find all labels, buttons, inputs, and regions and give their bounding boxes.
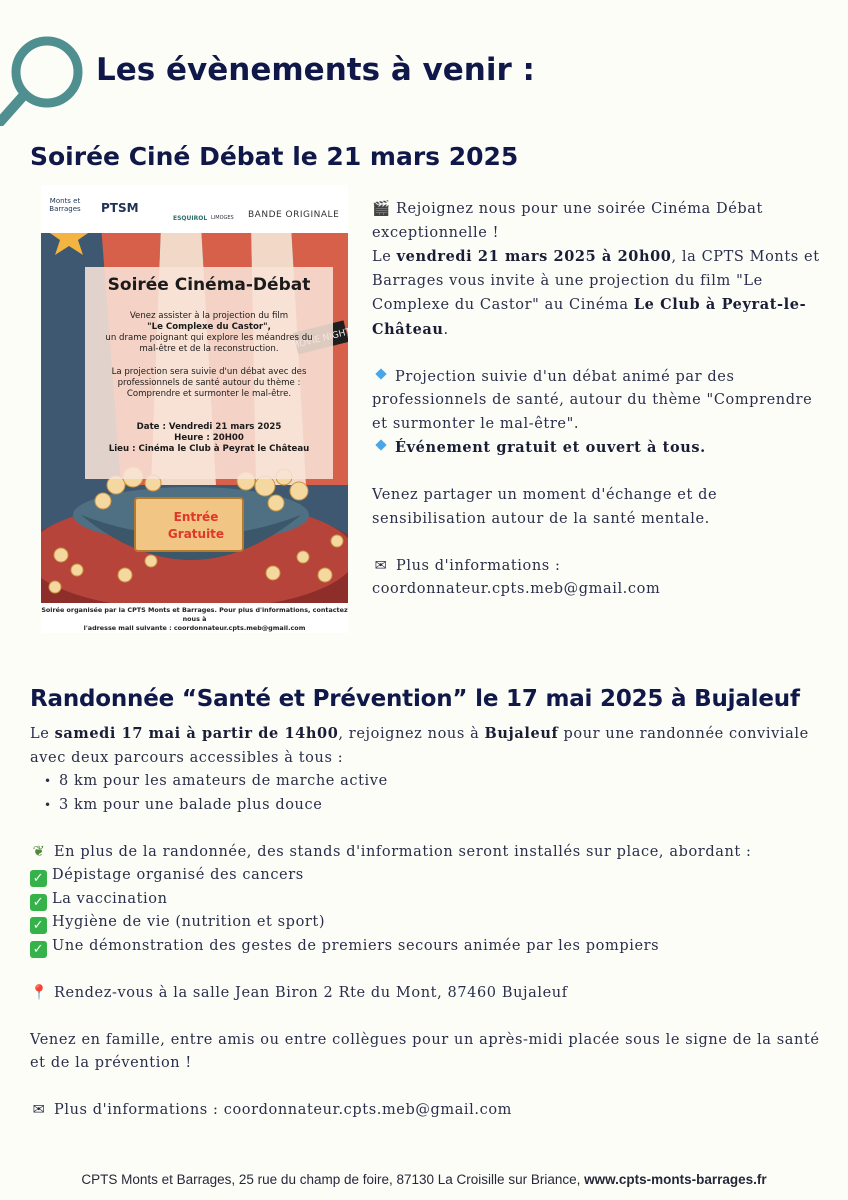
event1-contact bbox=[372, 555, 822, 602]
event1-description bbox=[372, 198, 822, 602]
event1-text-le: Le bbox=[372, 249, 397, 265]
poster-debate2: professionnels de santé autour du thème : bbox=[117, 378, 301, 388]
logo-bande-originale: BANDE ORIGINALE bbox=[248, 210, 340, 220]
poster-desc2: mal-être et de la reconstruction. bbox=[139, 344, 279, 354]
magnifier-icon bbox=[0, 34, 90, 126]
footer-address: CPTS Monts et Barrages, 25 rue du champ de foire, 87130 La Croisille sur Briance, bbox=[81, 1172, 585, 1187]
check-mark-button-icon: ✓ bbox=[30, 870, 47, 887]
clapper-board-icon: 🎬 bbox=[372, 201, 391, 217]
event2-place: Bujaleuf bbox=[484, 725, 559, 742]
stands-intro-text: En plus de la randonnée, des stands d'information seront installés sur place, abordant : bbox=[54, 843, 752, 860]
event2-date: samedi 17 mai à partir de 14h00 bbox=[54, 725, 339, 742]
svg-text:MOVIE NIGHT: NIGHT bbox=[321, 327, 348, 344]
event2-description bbox=[30, 722, 820, 1123]
poster-ticket-line1: Entrée bbox=[173, 510, 219, 524]
event2-text-mid: , rejoignez nous à bbox=[338, 726, 485, 742]
poster-ticket-text bbox=[154, 509, 238, 543]
event2-heading: Randonnée “Santé et Prévention” le 17 mai 2025 à Bujaleuf bbox=[30, 686, 800, 712]
list-item: • 8 km pour les amateurs de marche active bbox=[44, 770, 820, 794]
check-mark-button-icon: ✓ bbox=[30, 894, 47, 911]
small-blue-diamond-icon bbox=[375, 439, 386, 450]
meeting-point-text: Rendez-vous à la salle Jean Biron 2 Rte du Mont, 87460 Bujaleuf bbox=[54, 984, 568, 1001]
event1-intro: Rejoignez nous pour une soirée Cinéma Débat exceptionnelle ! bbox=[372, 201, 763, 241]
poster-intro: Venez assister à la projection du film bbox=[129, 311, 289, 321]
stand-label: Hygiène de vie (nutrition et sport) bbox=[52, 914, 326, 930]
event2-contact bbox=[30, 1099, 820, 1123]
logo-esquirol: ESQUIROL bbox=[173, 215, 208, 222]
event-poster bbox=[41, 185, 348, 633]
event1-text-mid: , la CPTS Monts et Barrages vous invite à une projection du film "Le Complexe du Castor" au Cinéma bbox=[372, 249, 820, 313]
event2-text-le: Le bbox=[30, 726, 55, 742]
footer-website-link[interactable]: www.cpts-monts-barrages.fr bbox=[584, 1172, 767, 1187]
poster-place: Lieu : Cinéma le Club à Peyrat le Château bbox=[108, 444, 310, 454]
check-mark-button-icon: ✓ bbox=[30, 917, 47, 934]
event1-debate-text: Projection suivie d'un débat animé par des professionnels de santé, autour du thème "Comprendre et surmonter le mal-être". bbox=[372, 368, 813, 432]
list-item bbox=[30, 935, 820, 959]
page-footer bbox=[0, 1172, 848, 1187]
poster-desc1: un drame poignant qui explore les méandres du bbox=[105, 333, 313, 343]
event1-heading: Soirée Ciné Débat le 21 mars 2025 bbox=[30, 142, 519, 171]
event1-contact-email[interactable]: coordonnateur.cpts.meb@gmail.com bbox=[372, 581, 661, 597]
event1-paragraph-1 bbox=[372, 198, 822, 342]
event1-text-end: . bbox=[443, 321, 449, 338]
poster-time: Heure : 20H00 bbox=[174, 433, 244, 443]
poster-info-card bbox=[85, 267, 333, 479]
event1-paragraph-3: Venez partager un moment d'échange et de sensibilisation autour de la santé mentale. bbox=[372, 487, 718, 527]
check-mark-button-icon: ✓ bbox=[30, 941, 47, 958]
event2-intro bbox=[30, 722, 820, 770]
page-title: Les évènements à venir : bbox=[96, 52, 535, 88]
stand-label: La vaccination bbox=[52, 890, 168, 907]
list-item bbox=[30, 864, 820, 888]
poster-footer-line1: Soirée organisée par la CPTS Monts et Barrages. Pour plus d'informations, contactez nous à bbox=[41, 606, 348, 623]
poster-debate3: Comprendre et surmonter le mal-être. bbox=[126, 389, 292, 399]
event2-invite: Venez en famille, entre amis ou entre collègues pour un après-midi placée sous le signe de la santé et de la prévention ! bbox=[30, 1031, 820, 1071]
stand-label: Une démonstration des gestes de premiers secours animée par les pompiers bbox=[52, 937, 660, 954]
logo-monts-barrages: Monts et Barrages bbox=[49, 197, 81, 213]
small-blue-diamond-icon bbox=[375, 368, 386, 379]
poster-ticket-line2: Gratuite bbox=[167, 527, 225, 541]
route-list bbox=[30, 770, 820, 817]
logo-ptsm: PTSM bbox=[101, 201, 139, 215]
list-item: • 3 km pour une balade plus douce bbox=[44, 794, 820, 818]
poster-footer bbox=[41, 603, 348, 633]
event2-contact-text: Plus d'informations : coordonnateur.cpts.meb@gmail.com bbox=[54, 1102, 513, 1118]
stands-intro bbox=[30, 841, 820, 865]
herb-icon: ❦ bbox=[32, 843, 46, 860]
event1-contact-label: Plus d'informations : bbox=[396, 557, 561, 574]
poster-debate1: La projection sera suivie d'un débat avec des bbox=[111, 367, 307, 377]
stand-label: Dépistage organisé des cancers bbox=[52, 867, 304, 883]
list-item bbox=[30, 888, 820, 912]
poster-ticket bbox=[134, 497, 244, 552]
round-pushpin-icon: 📍 bbox=[30, 984, 49, 1001]
event1-date: vendredi 21 mars 2025 à 20h00 bbox=[396, 248, 672, 265]
poster-title: Soirée Cinéma-Débat bbox=[107, 275, 311, 295]
poster-footer-line2: l'adresse mail suivante : coordonnateur.cpts.meb@gmail.com bbox=[83, 624, 306, 632]
envelope-icon: ✉ bbox=[374, 557, 388, 574]
event1-place: Le Club à Peyrat-le-Château bbox=[372, 296, 807, 338]
envelope-icon: ✉ bbox=[32, 1102, 46, 1118]
logo-limoges: LIMOGES bbox=[211, 215, 234, 221]
event1-free-entry: Événement gratuit et ouvert à tous. bbox=[395, 439, 706, 456]
poster-date: Date : Vendredi 21 mars 2025 bbox=[136, 422, 282, 432]
event1-paragraph-2 bbox=[372, 366, 822, 461]
poster-film: "Le Complexe du Castor", bbox=[147, 322, 271, 332]
poster-logos bbox=[41, 185, 348, 233]
meeting-point bbox=[30, 982, 820, 1006]
list-item bbox=[30, 911, 820, 935]
event2-text-end: pour une randonnée conviviale avec deux parcours accessibles à tous : bbox=[30, 726, 809, 766]
